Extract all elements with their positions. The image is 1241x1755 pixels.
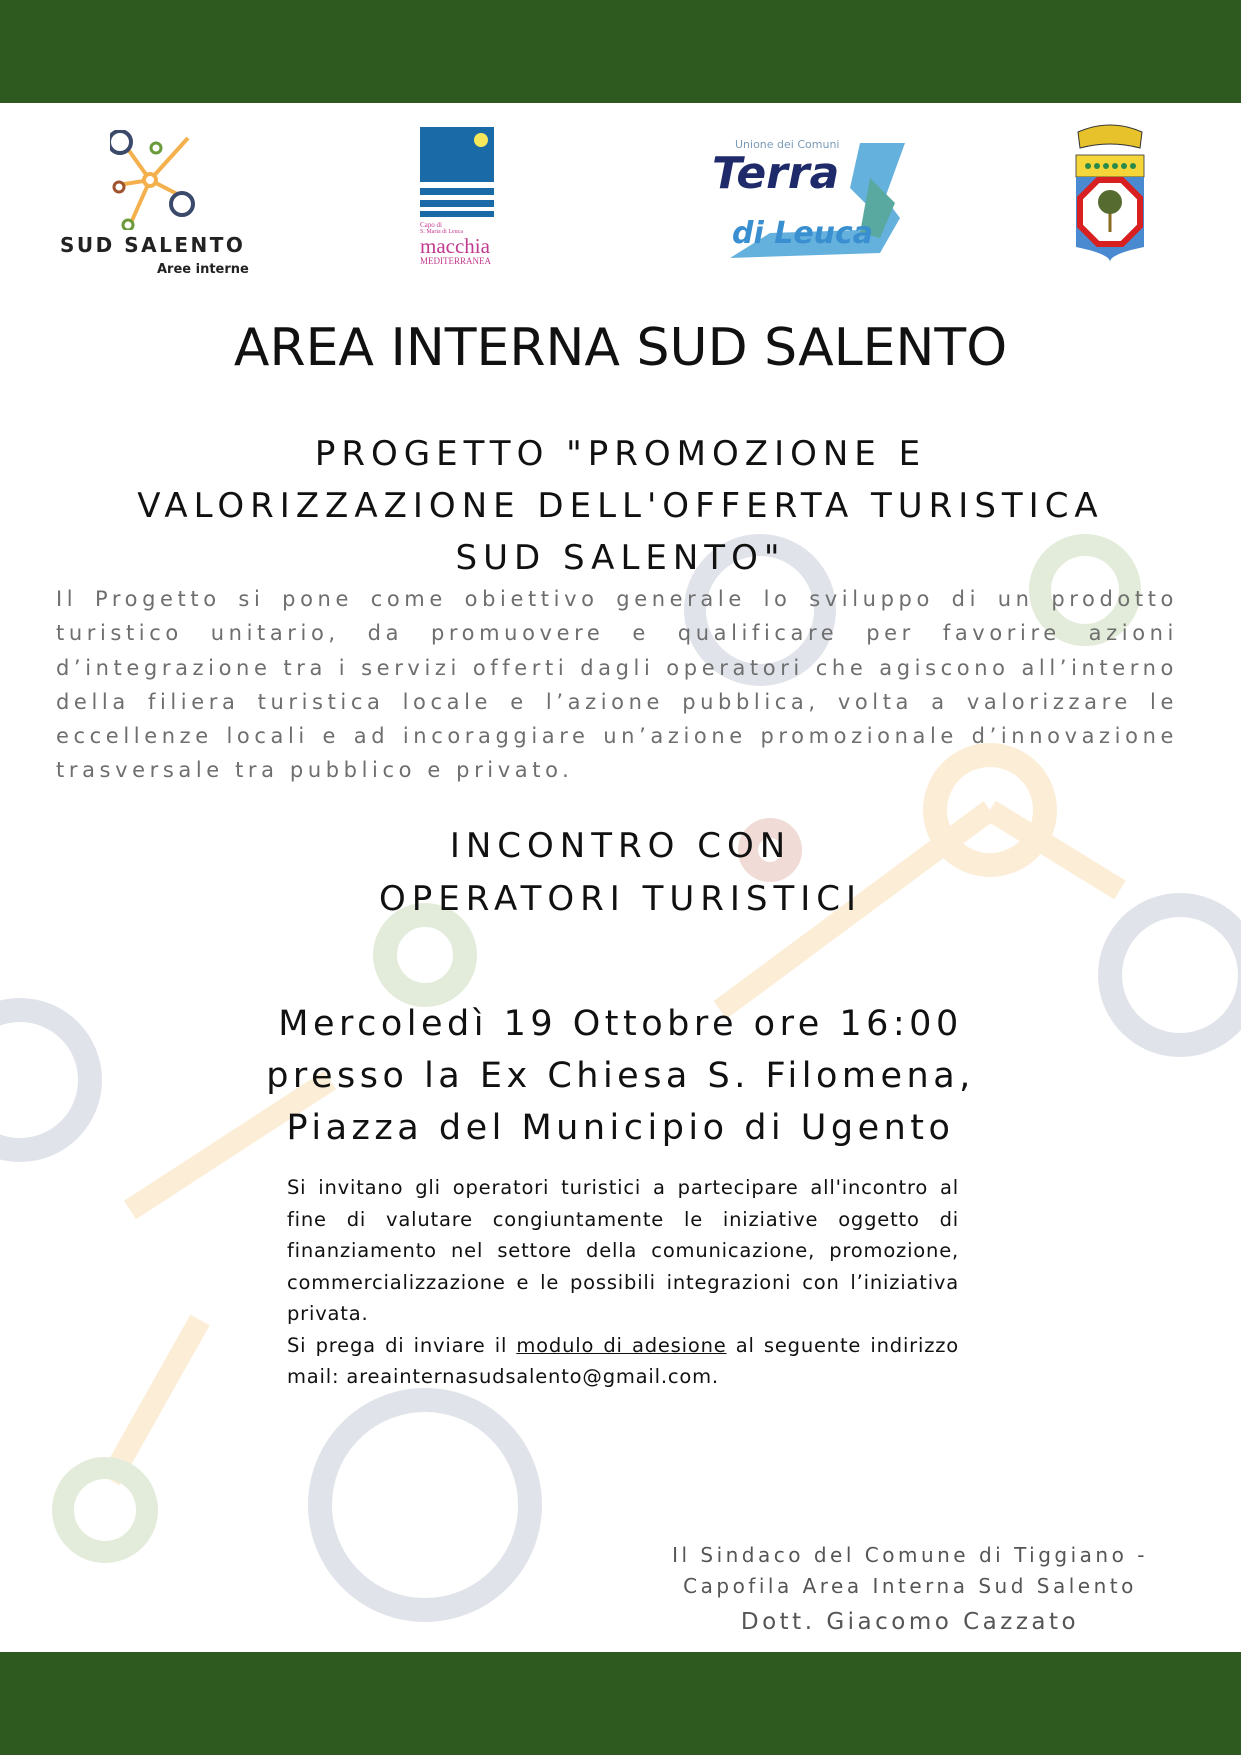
macchia-mediterranea-logo bbox=[420, 127, 494, 269]
project-title-line: VALORIZZAZIONE DELL'OFFERTA TURISTICA bbox=[137, 486, 1104, 526]
signature-name: Dott. Giacomo Cazzato bbox=[740, 1609, 1080, 1635]
network-icon bbox=[110, 130, 250, 230]
terra-logo-top: Unione dei Comuni bbox=[735, 138, 840, 151]
crest-icon bbox=[1068, 122, 1152, 262]
terra-logo-name2: di Leuca bbox=[732, 216, 874, 251]
request-prefix: Si prega di inviare il bbox=[287, 1333, 508, 1357]
project-title-line: PROGETTO "PROMOZIONE E bbox=[314, 434, 927, 474]
meeting-heading bbox=[0, 820, 1241, 926]
meeting-date: Mercoledì 19 Ottobre ore 16:00 bbox=[278, 1004, 963, 1044]
terra-di-leuca-logo bbox=[710, 138, 910, 263]
sud-salento-logo-name: SUD SALENTO bbox=[60, 233, 246, 257]
signature-line2: Capofila Area Interna Sud Salento bbox=[683, 1574, 1137, 1598]
meeting-address: Piazza del Municipio di Ugento bbox=[286, 1108, 955, 1148]
invitation-text bbox=[287, 1172, 959, 1393]
project-title bbox=[40, 428, 1201, 584]
macchia-emblem bbox=[420, 127, 494, 217]
sud-salento-logo-tagline: Aree interne bbox=[157, 262, 249, 277]
meeting-heading-line: OPERATORI TURISTICI bbox=[378, 879, 863, 919]
signature bbox=[610, 1540, 1210, 1642]
macchia-logo-line2: S. Maria di Leuca bbox=[420, 229, 463, 235]
macchia-logo-name: macchia bbox=[420, 234, 490, 258]
meeting-date-location bbox=[0, 998, 1241, 1154]
regione-puglia-crest bbox=[1068, 122, 1152, 262]
project-title-line: SUD SALENTO" bbox=[455, 538, 786, 578]
sud-salento-logo bbox=[55, 130, 265, 280]
signature-line1: Il Sindaco del Comune di Tiggiano - bbox=[672, 1543, 1148, 1567]
terra-logo-name: Terra bbox=[712, 148, 840, 199]
meeting-venue: presso la Ex Chiesa S. Filomena, bbox=[266, 1056, 975, 1096]
bottom-banner bbox=[0, 1652, 1241, 1755]
page-title: AREA INTERNA SUD SALENTO bbox=[233, 318, 1008, 378]
macchia-logo-name2: MEDITERRANEA bbox=[420, 256, 491, 266]
request-suffix: al seguente indirizzo mail: areainternasudsalento@gmail.com. bbox=[287, 1333, 960, 1388]
form-link[interactable]: modulo di adesione bbox=[516, 1333, 727, 1357]
invitation-paragraph: Si invitano gli operatori turistici a partecipare all'incontro al fine di valutare congiuntamente le iniziative oggetto di finanziamento nel settore della comunicazione, promozione, commercializzazione e le possibili integrazioni con l’iniziativa privata. bbox=[287, 1176, 959, 1325]
project-description: Il Progetto si pone come obiettivo generale lo sviluppo di un prodotto turistico unitario, da promuovere e qualificare per favorire azioni d’integrazione tra i servizi offerti dagli operatori che agiscono all’interno della filiera turistica locale e l’azione pubblica, volta a valorizzare le eccellenze locali e ad incoraggiare un’azione promozionale d’innovazione trasversale tra pubblico e privato. bbox=[56, 587, 1178, 783]
macchia-logo-line1: Capo di bbox=[420, 221, 442, 229]
meeting-heading-line: INCONTRO CON bbox=[449, 826, 792, 866]
